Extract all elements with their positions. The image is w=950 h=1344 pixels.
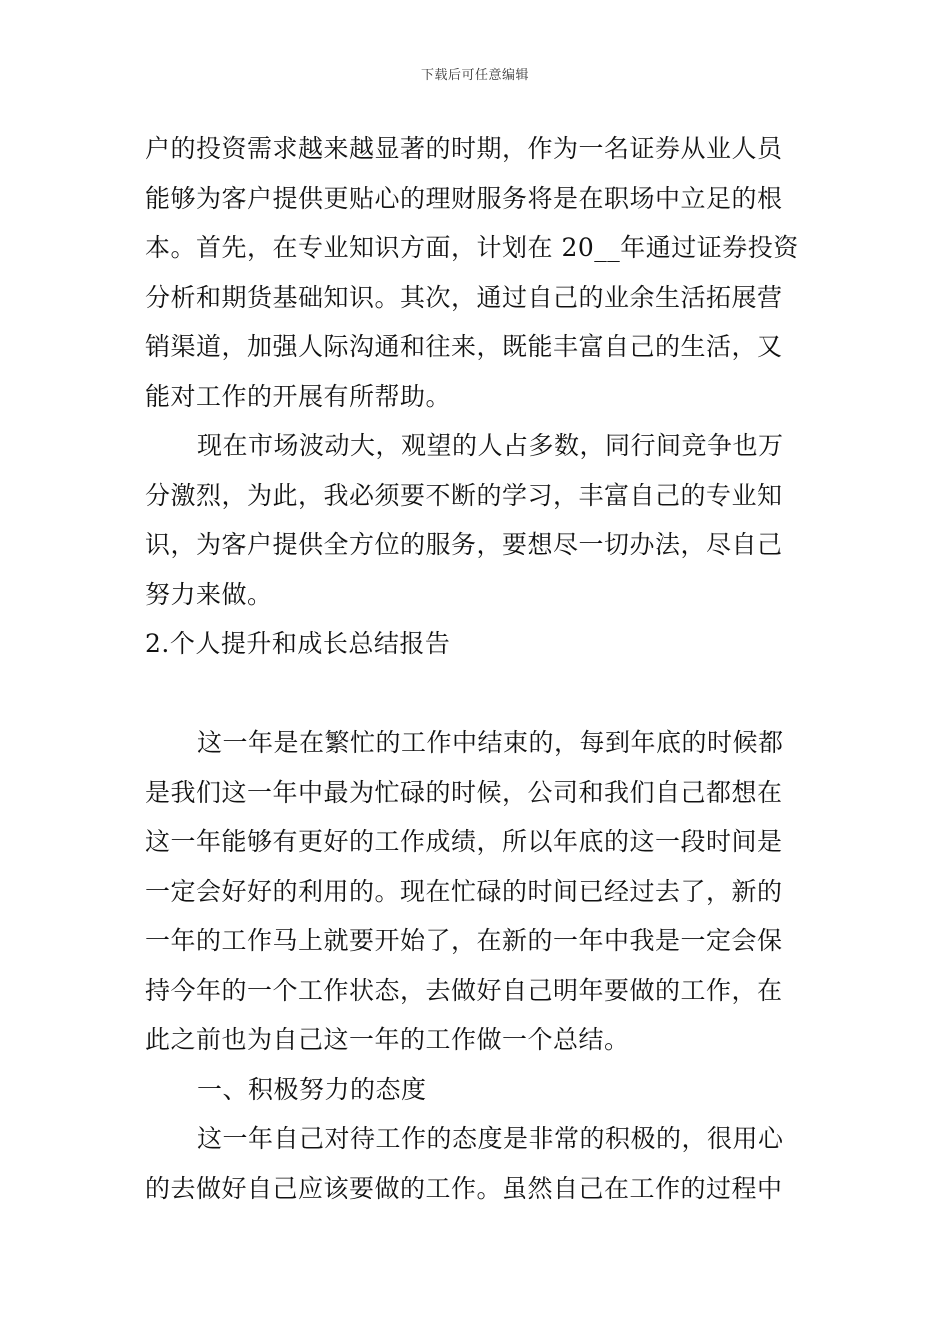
- page-header: 下载后可任意编辑: [420, 68, 529, 83]
- text-line: 持今年的一个工作状态，去做好自己明年要做的工作，在: [145, 975, 783, 1005]
- text-line: 这一年是在繁忙的工作中结束的，每到年底的时候都: [197, 728, 784, 757]
- text-line: 识，为客户提供全方位的服务，要想尽一切办法，尽自己: [145, 530, 783, 559]
- text-line: 能够为客户提供更贴心的理财服务将是在职场中立足的根: [145, 183, 783, 213]
- text-line: 分析和期货基础知识。其次，通过自己的业余生活拓展营: [145, 282, 783, 312]
- blank-line: [145, 669, 810, 719]
- text-line: 一定会好好的利用的。现在忙碌的时间已经过去了，新的: [145, 876, 783, 906]
- text-line: 努力来做。: [145, 579, 273, 609]
- text-line: 户的投资需求越来越显著的时期，作为一名证券从业人员: [145, 134, 783, 163]
- text-line: 此之前也为自己这一年的工作做一个总结。: [145, 1025, 630, 1054]
- text-line: 一年的工作马上就要开始了，在新的一年中我是一定会保: [145, 926, 783, 955]
- text-line: 分激烈，为此，我必须要不断的学习，丰富自己的专业知: [145, 480, 783, 510]
- text-line: 的去做好自己应该要做的工作。虽然自己在工作的过程中: [145, 1173, 783, 1203]
- text-line: 这一年能够有更好的工作成绩，所以年底的这一段时间是: [145, 827, 783, 856]
- text-line: 本。首先，在专业知识方面，计划在 20__年通过证券投资: [145, 233, 799, 262]
- section-heading: 2.个人提升和成长总结报告: [145, 629, 451, 658]
- text-line: 现在市场波动大，观望的人占多数，同行间竞争也万: [197, 431, 784, 460]
- text-line: 是我们这一年中最为忙碌的时候，公司和我们自己都想在: [145, 777, 783, 807]
- subsection-heading: 一、积极努力的态度: [197, 1074, 427, 1104]
- text-line: 销渠道，加强人际沟通和往来，既能丰富自己的生活，又: [145, 332, 783, 361]
- text-line: 能对工作的开展有所帮助。: [145, 381, 452, 411]
- document-body: [145, 124, 810, 1213]
- text-line: 这一年自己对待工作的态度是非常的积极的，很用心: [197, 1124, 784, 1153]
